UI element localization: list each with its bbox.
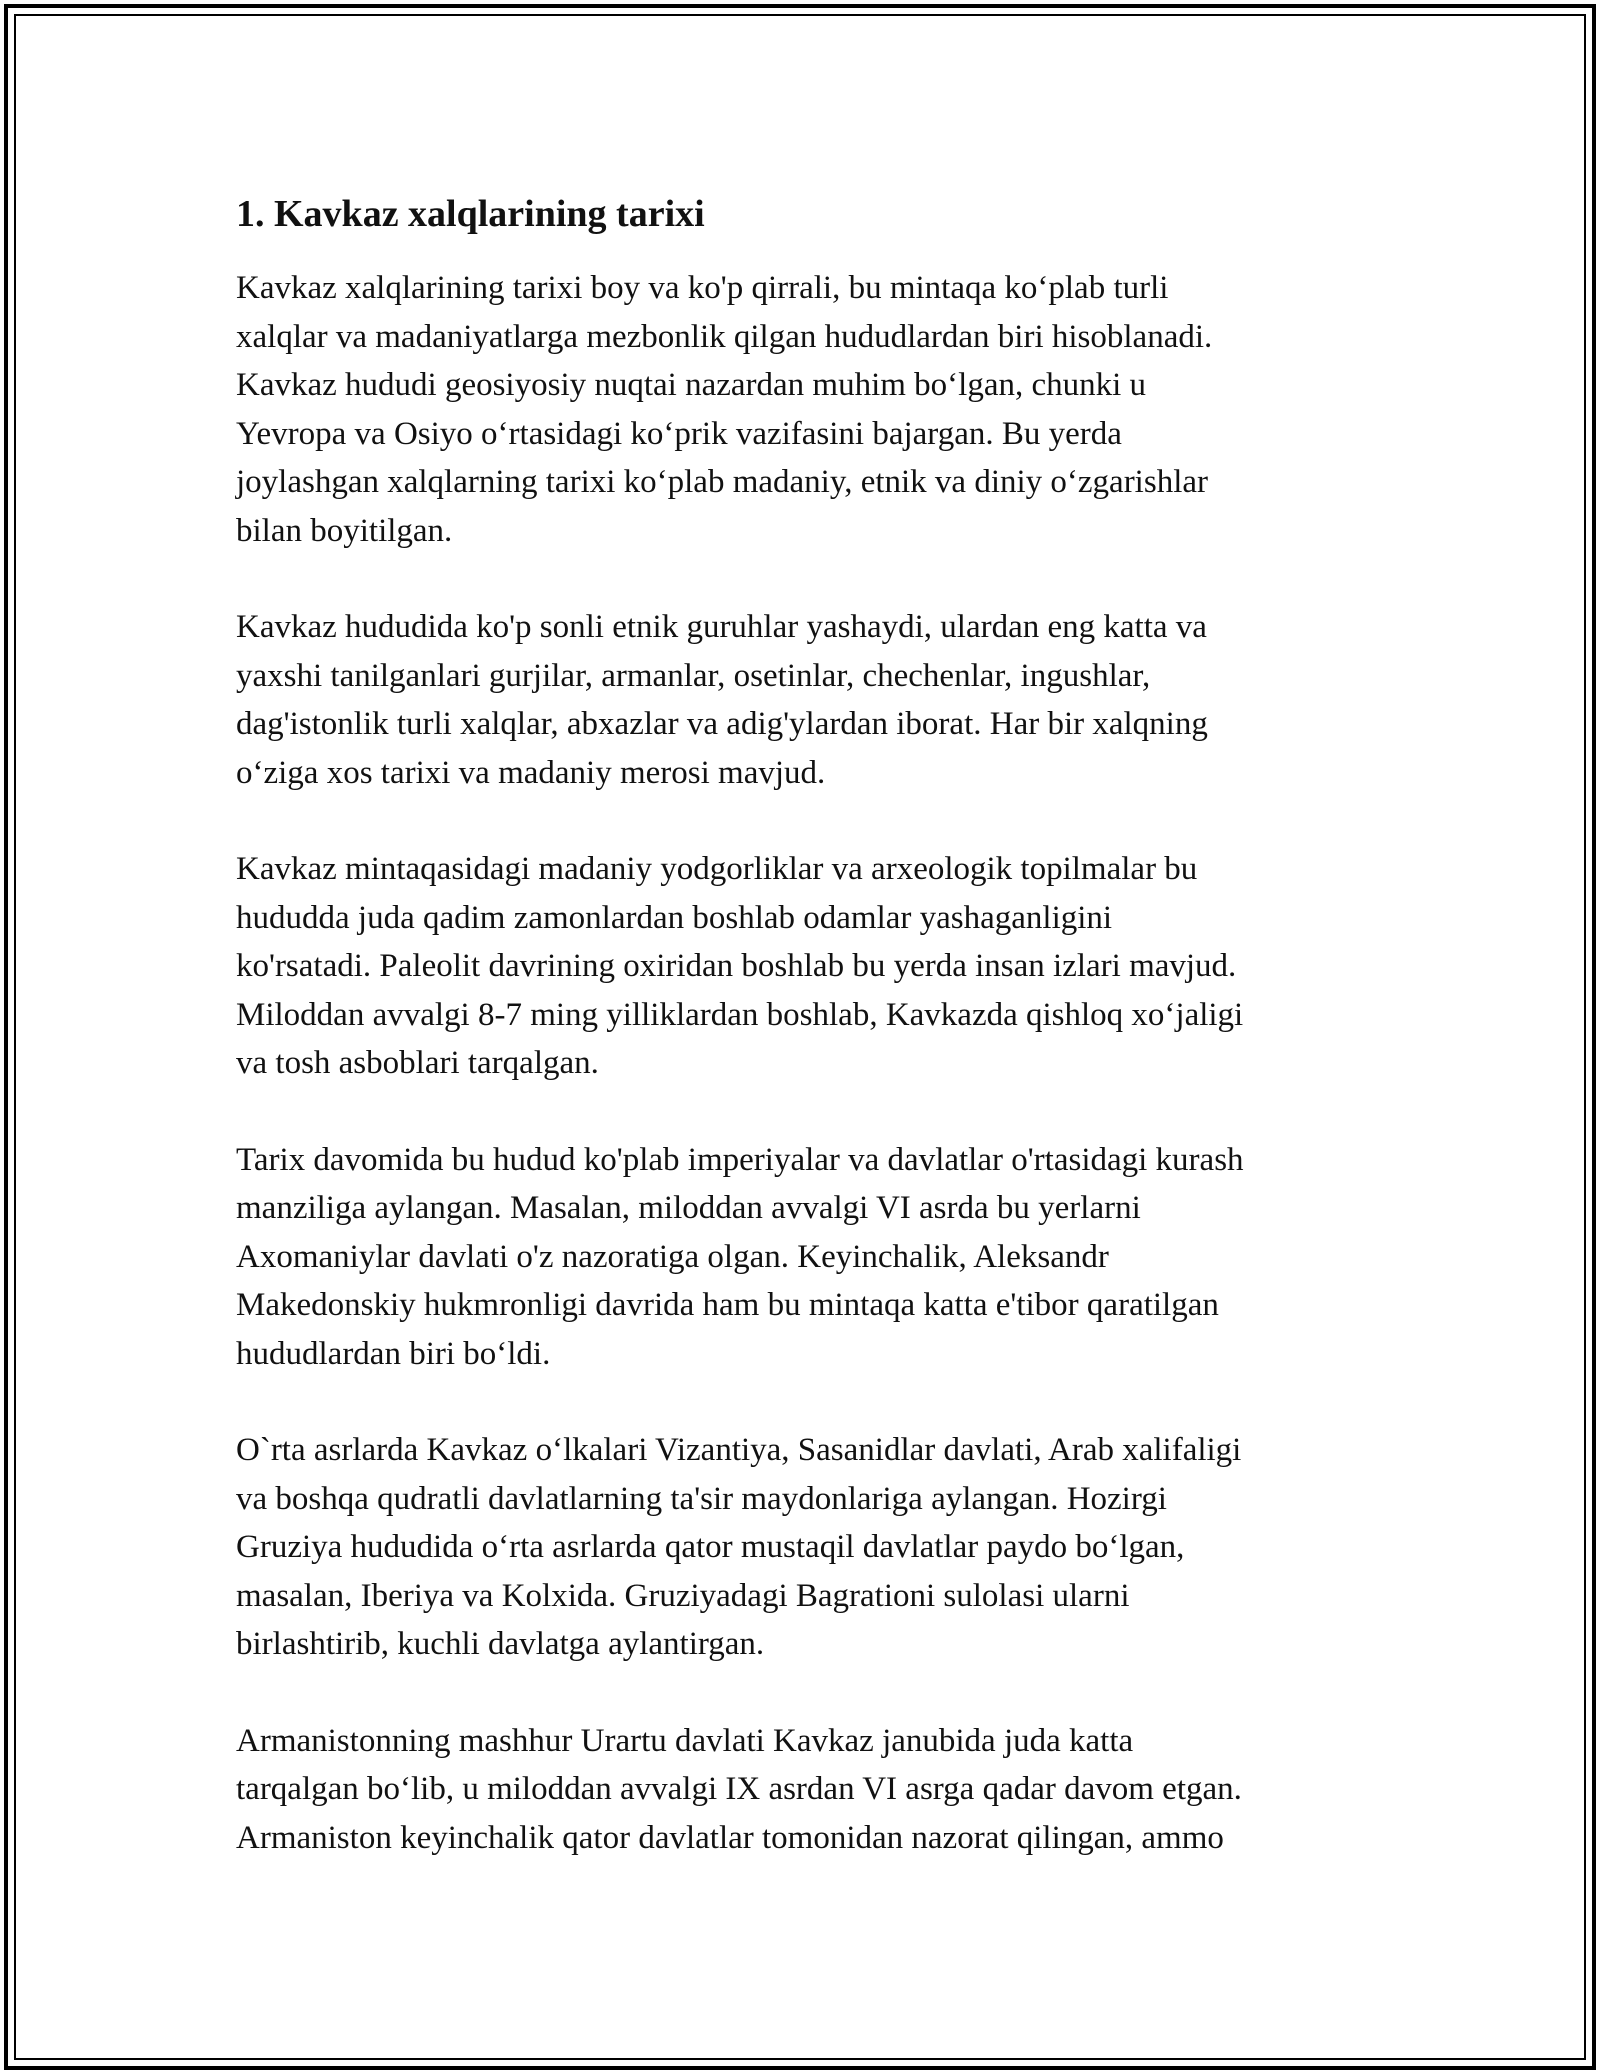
paragraph-1: Kavkaz xalqlarining tarixi boy va ko'p qirrali, bu mintaqa ko‘plab turli xalqlar va madaniyatlarga mezbonlik qilgan hududlardan biri hisoblanadi. Kavkaz hududi geosiyosiy nuqtai nazardan muhim bo‘lgan, chunki u Yevropa va Osiyo o‘rtasidagi ko‘prik vazifasini bajargan. Bu yerda joylashgan xalqlarning tarixi ko‘plab madaniy, etnik va diniy o‘zgarishlar bilan boyitilgan. — [236, 270, 1213, 549]
paragraph-3: Kavkaz mintaqasidagi madaniy yodgorliklar va arxeologik topilmalar bu hududda juda qadim zamonlardan boshlab odamlar yashaganligini ko'rsatadi. Paleolit davrining oxiridan boshlab bu yerda insan izlari mavjud. Miloddan avvalgi 8-7 ming yilliklardan boshlab, Kavkazda qishloq xo‘jaligi va tosh asboblari tarqalgan. — [236, 851, 1244, 1081]
paragraph-2: Kavkaz hududida ko'p sonli etnik guruhlar yashaydi, ulardan eng katta va yaxshi tanilganlari gurjilar, armanlar, osetinlar, chechenlar, ingushlar, dag'istonlik turli xalqlar, abxazlar va adig'ylardan iborat. Har bir xalqning o‘ziga xos tarixi va madaniy merosi mavjud. — [236, 609, 1208, 791]
section-heading: 1. Kavkaz xalqlarining tarixi — [236, 193, 705, 235]
paragraph-4: Tarix davomida bu hudud ko'plab imperiyalar va davlatlar o'rtasidagi kurash manziliga aylangan. Masalan, miloddan avvalgi VI asrda bu yerlarni Axomaniylar davlati o'z nazoratiga olgan. Keyinchalik, Aleksandr Makedonskiy hukmronligi davrida ham bu mintaqa katta e'tibor qaratilgan hududlardan biri bo‘ldi. — [236, 1141, 1244, 1372]
paragraph-5: O`rta asrlarda Kavkaz o‘lkalari Vizantiya, Sasanidlar davlati, Arab xalifaligi va boshqa qudratli davlatlarning ta'sir maydonlariga aylangan. Hozirgi Gruziya hududida o‘rta asrlarda qator mustaqil davlatlar paydo bo‘lgan, masalan, Iberiya va Kolxida. Gruziyadagi Bagrationi sulolasi ularni birlashtirib, kuchli davlatga aylantirgan. — [236, 1432, 1242, 1662]
document-body — [236, 186, 1366, 1910]
paragraph-6: Armanistonning mashhur Urartu davlati Kavkaz janubida juda katta tarqalgan bo‘lib, u miloddan avvalgi IX asrdan VI asrga qadar davom etgan. Armaniston keyinchalik qator davlatlar tomonidan nazorat qilingan, ammo — [236, 1722, 1242, 1856]
